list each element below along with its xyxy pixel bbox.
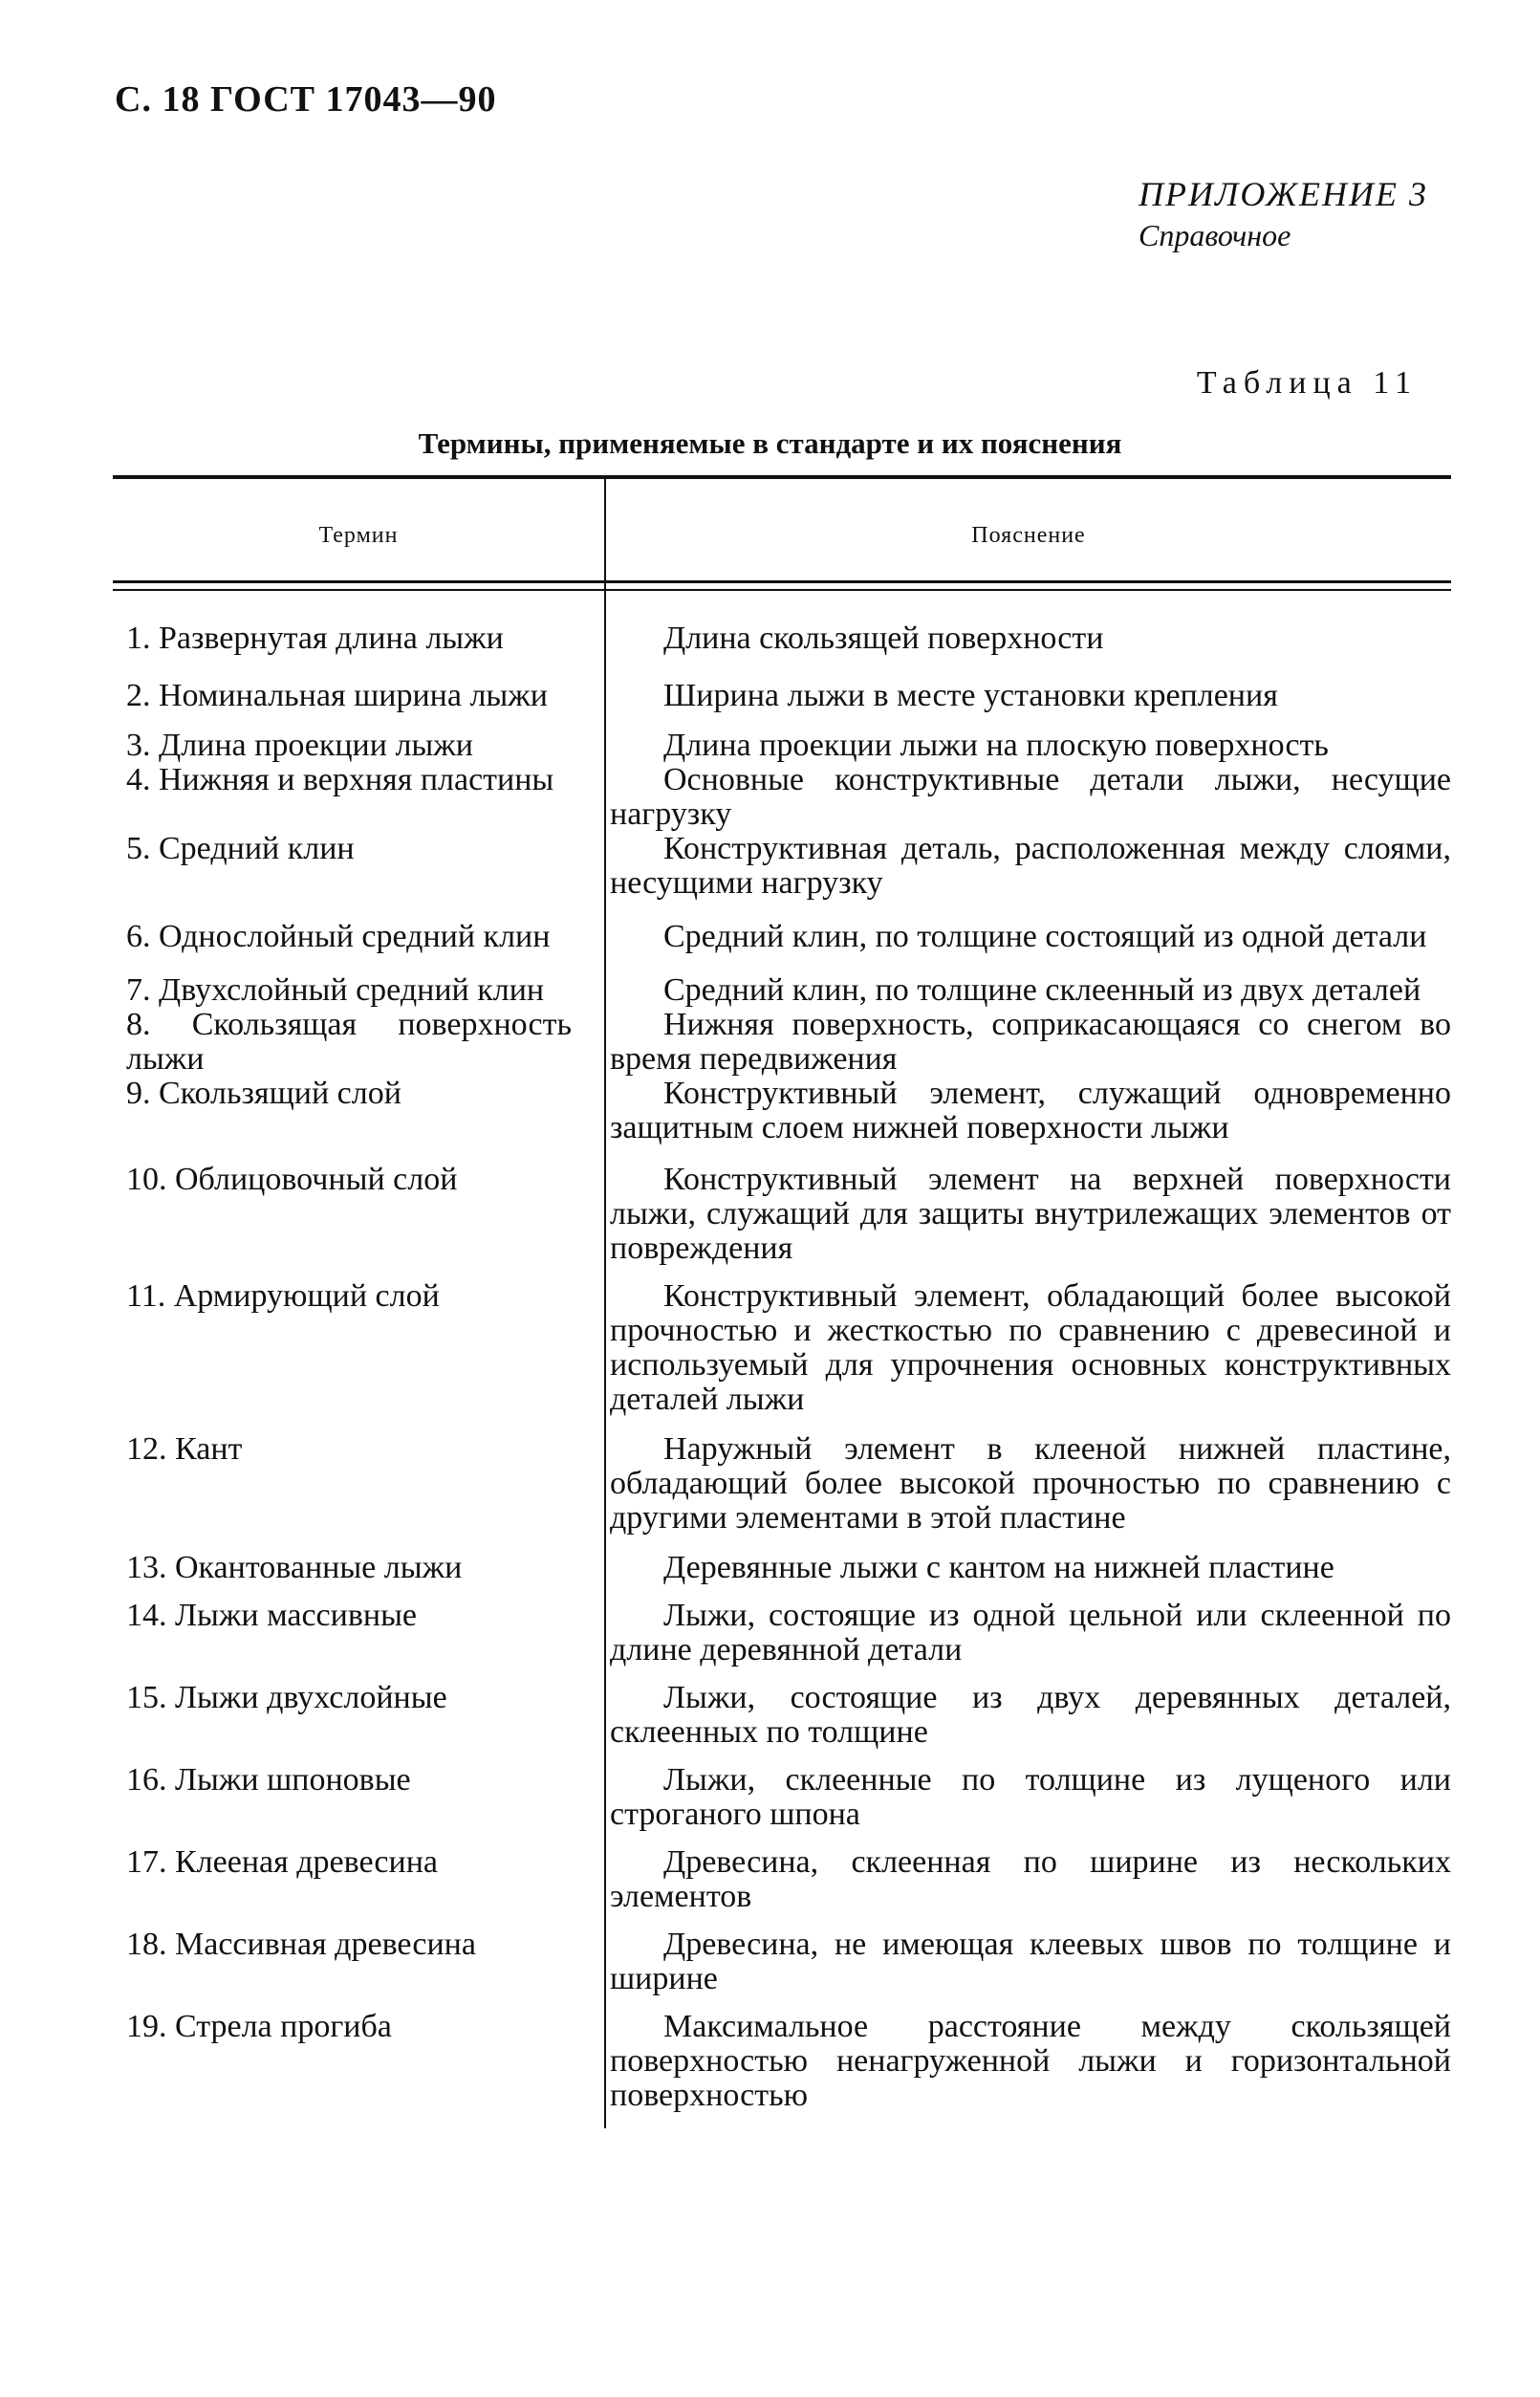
term-text: Скользящий слой (159, 1076, 401, 1111)
term-text: Массивная древесина (175, 1927, 476, 1962)
term-cell (113, 1279, 572, 1417)
term-number: 11. (126, 1278, 166, 1314)
term-text: Нижняя и верхняя пластины (159, 762, 554, 797)
explanation-cell (610, 1432, 1451, 1536)
table-row (113, 1163, 1451, 1266)
page-header: С. 18 ГОСТ 17043—90 (115, 79, 497, 120)
term-text: Длина проекции лыжи (159, 728, 473, 763)
term-text: Стрела прогиба (175, 2009, 392, 2044)
term-text: Кант (175, 1431, 243, 1467)
explanation-cell (610, 973, 1451, 1008)
explanation-cell (610, 1599, 1451, 1667)
term-number: 19. (126, 2009, 167, 2044)
term-number: 15. (126, 1680, 167, 1715)
table-row (113, 621, 1451, 656)
explanation-text: Ширина лыжи в месте установки крепления (663, 678, 1278, 713)
explanation-text: Лыжи, склеенные по толщине из лущеного или строганого шпона (610, 1762, 1451, 1832)
term-cell (113, 1432, 572, 1536)
header-rule (113, 580, 1451, 583)
term-number: 9. (126, 1076, 151, 1111)
table-body (113, 621, 1451, 2113)
term-cell (113, 832, 572, 901)
explanation-text: Конструктивный элемент, обладающий более высокой прочностью и жесткостью по сравнению с древесиной и используемый для упрочнения основных конструктивных деталей лыжи (610, 1278, 1451, 1417)
term-number: 12. (126, 1431, 167, 1467)
term-number: 1. (126, 621, 151, 656)
explanation-text: Конструктивный элемент на верхней поверхности лыжи, служащий для защиты внутрилежащих элементов от повреждения (610, 1162, 1451, 1266)
term-text: Окантованные лыжи (175, 1550, 463, 1585)
term-number: 13. (126, 1550, 167, 1585)
explanation-cell (610, 729, 1451, 763)
term-number: 5. (126, 831, 151, 866)
term-number: 4. (126, 762, 151, 797)
appendix-subtitle: Справочное (1139, 218, 1291, 252)
term-cell (113, 973, 572, 1008)
term-cell (113, 1008, 572, 1077)
term-cell (113, 2010, 572, 2113)
appendix-title: ПРИЛОЖЕНИЕ 3 (1139, 175, 1428, 213)
explanation-text: Лыжи, состоящие из двух деревянных деталей, склеенных по толщине (610, 1680, 1451, 1750)
term-cell (113, 920, 572, 954)
term-cell (113, 1845, 572, 1914)
table-row (113, 1763, 1451, 1832)
table-number: Таблица 11 (1196, 365, 1418, 401)
table-top-rule (113, 475, 1451, 479)
term-cell (113, 679, 572, 713)
term-text: Лыжи массивные (175, 1598, 418, 1633)
term-cell (113, 1599, 572, 1667)
term-cell (113, 1681, 572, 1750)
explanation-text: Лыжи, состоящие из одной цельной или склеенной по длине деревянной детали (610, 1598, 1451, 1667)
term-text: Лыжи шпоновые (175, 1762, 411, 1798)
term-cell (113, 1763, 572, 1832)
term-cell (113, 763, 572, 832)
table-caption: Термины, применяемые в стандарте и их пояснения (418, 426, 1122, 460)
explanation-cell (610, 763, 1451, 832)
explanation-text: Длина проекции лыжи на плоскую поверхность (663, 728, 1329, 763)
term-text: Клееная древесина (175, 1844, 439, 1880)
explanation-cell (610, 621, 1451, 656)
table-row (113, 1551, 1451, 1585)
term-number: 8. (126, 1007, 151, 1042)
explanation-cell (610, 1163, 1451, 1266)
explanation-text: Конструктивный элемент, служащий одновременно защитным слоем нижней поверхности лыжи (610, 1076, 1451, 1145)
table-row (113, 679, 1451, 713)
term-number: 18. (126, 1927, 167, 1962)
explanation-cell (610, 832, 1451, 901)
term-cell (113, 1928, 572, 1996)
explanation-text: Деревянные лыжи с кантом на нижней пластине (663, 1550, 1334, 1585)
column-header-explanation: Пояснение (971, 523, 1086, 548)
term-number: 6. (126, 919, 151, 954)
term-text: Армирующий слой (173, 1278, 440, 1314)
explanation-text: Основные конструктивные детали лыжи, несущие нагрузку (610, 762, 1451, 832)
explanation-text: Максимальное расстояние между скользящей поверхностью ненагруженной лыжи и горизонтальной поверхностью (610, 2009, 1451, 2113)
explanation-cell (610, 1763, 1451, 1832)
table-row (113, 1928, 1451, 1996)
explanation-cell (610, 920, 1451, 954)
explanation-text: Средний клин, по толщине состоящий из одной детали (663, 919, 1427, 954)
term-number: 2. (126, 678, 151, 713)
table-row (113, 1432, 1451, 1536)
term-cell (113, 621, 572, 656)
term-number: 3. (126, 728, 151, 763)
table-row (113, 1279, 1451, 1417)
term-text: Двухслойный средний клин (159, 972, 545, 1008)
explanation-cell (610, 1681, 1451, 1750)
term-text: Средний клин (159, 831, 355, 866)
term-number: 10. (126, 1162, 167, 1197)
explanation-text: Древесина, склеенная по ширине из нескольких элементов (610, 1844, 1451, 1914)
table-row (113, 832, 1451, 901)
term-text: Лыжи двухслойные (175, 1680, 447, 1715)
explanation-cell (610, 1928, 1451, 1996)
header-rule-double (113, 589, 1451, 591)
term-text: Развернутая длина лыжи (159, 621, 504, 656)
term-number: 16. (126, 1762, 167, 1798)
table-row (113, 763, 1451, 832)
explanation-text: Древесина, не имеющая клеевых швов по толщине и ширине (610, 1927, 1451, 1996)
term-number: 17. (126, 1844, 167, 1880)
term-number: 7. (126, 972, 151, 1008)
explanation-text: Средний клин, по толщине склеенный из двух деталей (663, 972, 1421, 1008)
explanation-cell (610, 1077, 1451, 1145)
term-cell (113, 1077, 572, 1145)
explanation-cell (610, 1279, 1451, 1417)
explanation-text: Наружный элемент в клееной нижней пластине, обладающий более высокой прочностью по сравнению с другими элементами в этой пластине (610, 1431, 1451, 1536)
table-row (113, 920, 1451, 954)
term-number: 14. (126, 1598, 167, 1633)
explanation-cell (610, 1551, 1451, 1585)
term-cell (113, 1551, 572, 1585)
table-row (113, 1599, 1451, 1667)
table-row (113, 729, 1451, 763)
term-text: Однослойный средний клин (159, 919, 551, 954)
table-row (113, 1845, 1451, 1914)
explanation-cell (610, 1845, 1451, 1914)
table-row (113, 1077, 1451, 1145)
table-row (113, 2010, 1451, 2113)
term-cell (113, 729, 572, 763)
column-header-term: Термин (318, 523, 399, 548)
appendix-heading (1139, 174, 1454, 253)
term-text: Скользящая поверхность лыжи (126, 1007, 572, 1077)
table-row (113, 973, 1451, 1008)
explanation-cell (610, 2010, 1451, 2113)
explanation-text: Длина скользящей поверхности (663, 621, 1104, 656)
explanation-cell (610, 1008, 1451, 1077)
term-text: Облицовочный слой (175, 1162, 458, 1197)
term-text: Номинальная ширина лыжи (159, 678, 548, 713)
explanation-text: Нижняя поверхность, соприкасающаяся со снегом во время передвижения (610, 1007, 1451, 1077)
term-cell (113, 1163, 572, 1266)
table-row (113, 1008, 1451, 1077)
explanation-text: Конструктивная деталь, расположенная между слоями, несущими нагрузку (610, 831, 1451, 901)
table-row (113, 1681, 1451, 1750)
explanation-cell (610, 679, 1451, 713)
